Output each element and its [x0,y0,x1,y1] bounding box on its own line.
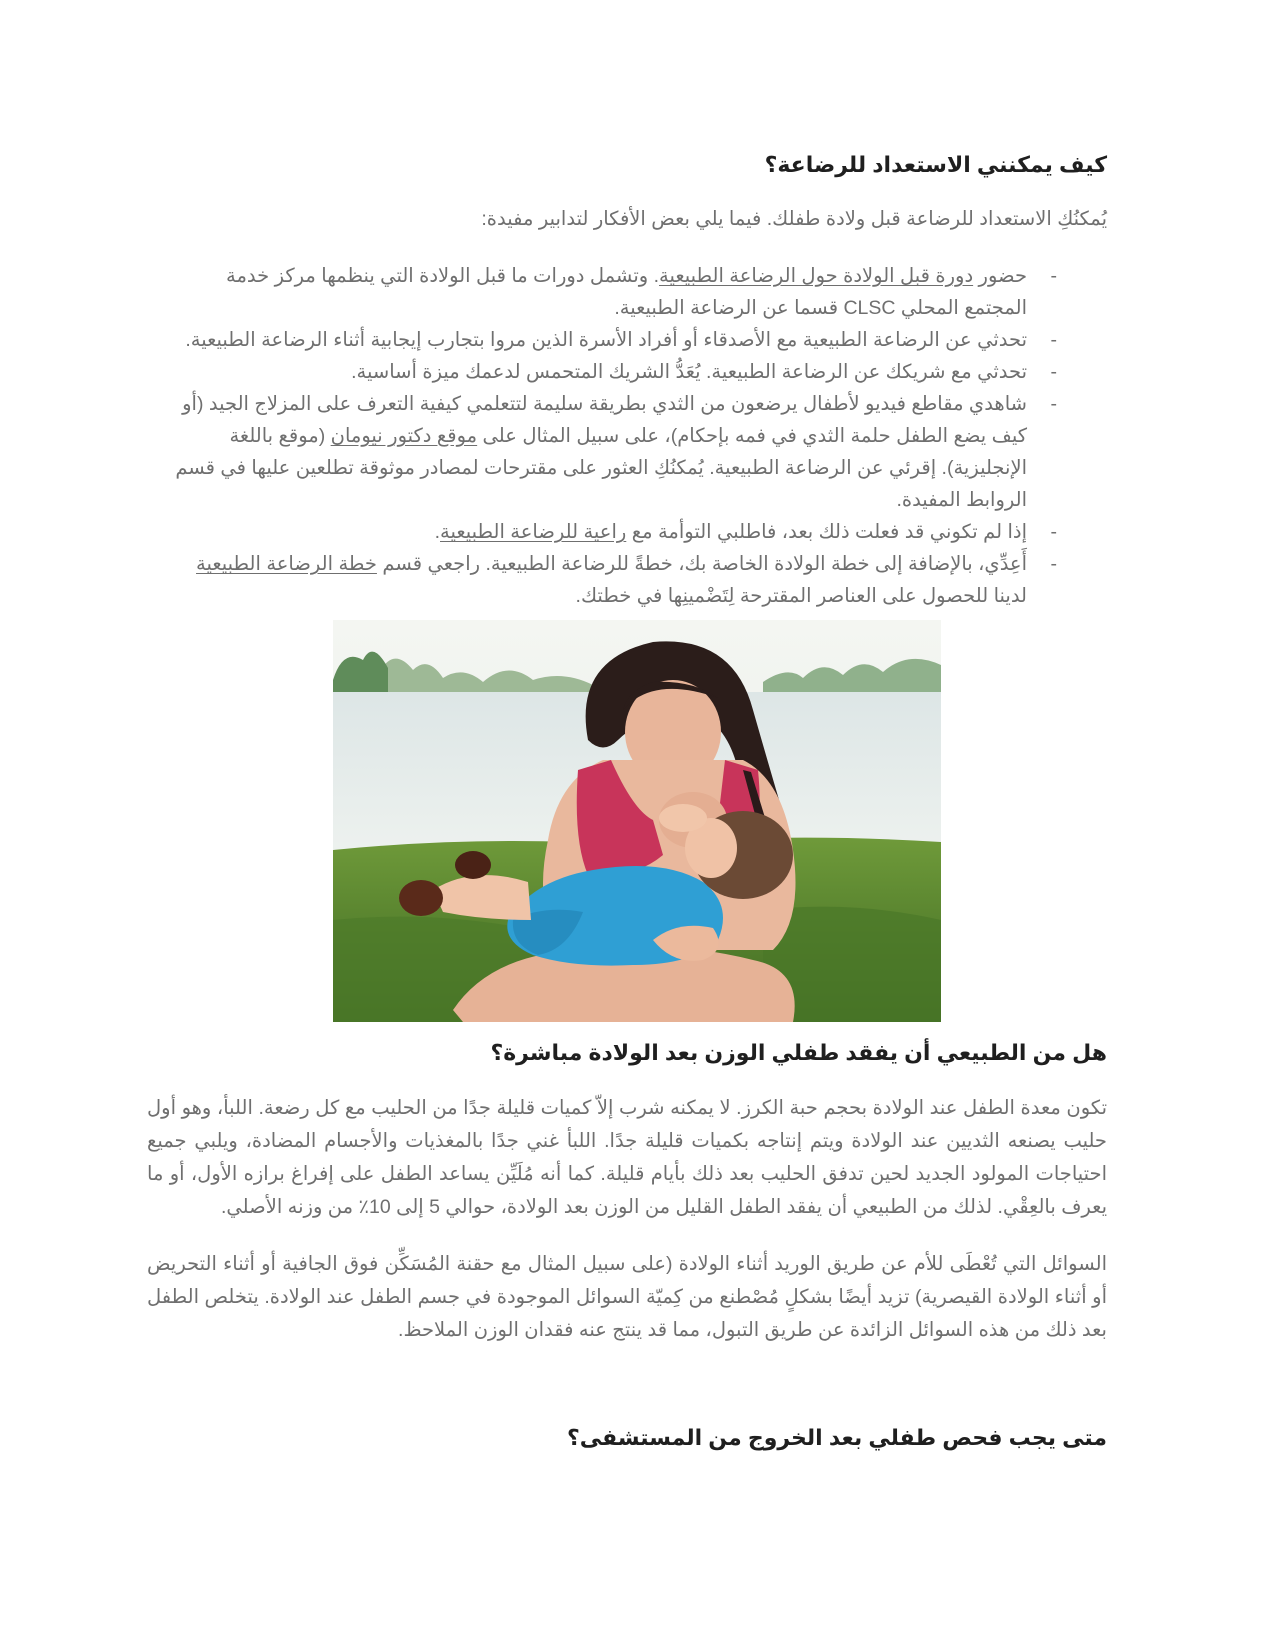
list-item: - تحدثي عن الرضاعة الطبيعية مع الأصدقاء أو أفراد الأسرة الذين مروا بتجارب إيجابية أثناء الرضاعة الطبيعية. [159,324,1027,356]
list-item: - شاهدي مقاطع فيديو لأطفال يرضعون من الثدي بطريقة سليمة لتتعلمي كيفية التعرف على المزلاج الجيد (أو كيف يضع الطفل حلمة الثدي في فمه بإحكام)، على سبيل المثال على موقع دكتور نيومان (موقع باللغة الإنجليزية). إقرئي عن الرضاعة الطبيعية. يُمكنُكِ العثور على مقترحات لمصادر موثوقة تطلعين عليها في قسم الروابط المفيدة. [159,388,1027,516]
link-dr-newman-site[interactable]: موقع دكتور نيومان [330,425,478,447]
bullet-dash: - [1050,521,1057,543]
bullet-dash: - [1050,265,1057,287]
section-heading-prepare: كيف يمكنني الاستعداد للرضاعة؟ [764,152,1107,177]
bullet-dash: - [1050,393,1057,415]
link-breastfeeding-sponsor[interactable]: راعية للرضاعة الطبيعية [440,521,627,543]
section-heading-weight-loss: هل من الطبيعي أن يفقد طفلي الوزن بعد الولادة مباشرة؟ [490,1040,1107,1065]
list-item: - أَعِدِّي، بالإضافة إلى خطة الولادة الخاصة بك، خطةً للرضاعة الطبيعية. راجعي قسم خطة الرضاعة الطبيعية لدينا للحصول على العناصر المقترحة لِتَضْمينِها في خطتك. [159,548,1027,612]
section-heading-checkup: متى يجب فحص طفلي بعد الخروج من المستشفى؟ [567,1425,1107,1450]
weight-paragraph-2: السوائل التي تُعْطَى للأم عن طريق الوريد أثناء الولادة (على سبيل المثال مع حقنة المُسَكِّن فوق الجافية أو أثناء التحريض أو أثناء الولادة القيصرية) تزيد أيضًا بشكلٍ مُصْطنع من كِميّة السوائل الموجودة في جسم الطفل عند الولادة. يتخلص الطفل بعد ذلك من هذه السوائل الزائدة عن طريق التبول، مما قد ينتج عنه فقدان الوزن الملاحظ. [147,1253,1107,1341]
intro-paragraph: يُمكنُكِ الاستعداد للرضاعة قبل ولادة طفلك. فيما يلي بعض الأفكار لتدابير مفيدة: [481,208,1107,230]
breastfeeding-photo [333,620,941,1022]
tips-list [159,260,1057,612]
weight-paragraph-1: تكون معدة الطفل عند الولادة بحجم حبة الكرز. لا يمكنه شرب إلاّ كميات قليلة جدًا من الحليب مع كل رضعة. اللبأ، وهو أول حليب يصنعه الثديين عند الولادة ويتم إنتاجه بكميات قليلة جدًا. اللبأ غني جدًا بالمغذيات والأجسام المضادة، ويلبي جميع احتياجات المولود الجديد لحين تدفق الحليب بعد ذلك بأيام قليلة. كما أنه مُلَيِّن يساعد الطفل على إفراغ برازه الأول، أو ما يعرف بالعِقْي. لذلك من الطبيعي أن يفقد الطفل القليل من الوزن بعد الولادة، حوالي 5 إلى 10٪ من وزنه الأصلي. [147,1097,1107,1218]
list-item: - إذا لم تكوني قد فعلت ذلك بعد، فاطلبي التوأمة مع راعية للرضاعة الطبيعية. [159,516,1027,548]
bullet-dash: - [1050,361,1057,383]
list-item: - تحدثي مع شريكك عن الرضاعة الطبيعية. يُعَدُّ الشريك المتحمس لدعمك ميزة أساسية. [159,356,1027,388]
bullet-dash: - [1050,329,1057,351]
list-item: - حضور دورة قبل الولادة حول الرضاعة الطبيعية. وتشمل دورات ما قبل الولادة التي ينظمها مركز خدمة المجتمع المحلي CLSC قسما عن الرضاعة الطبيعية. [159,260,1027,324]
bullet-dash: - [1050,553,1057,575]
link-prenatal-course[interactable]: دورة قبل الولادة حول الرضاعة الطبيعية [659,265,974,287]
link-breastfeeding-plan[interactable]: خطة الرضاعة الطبيعية [196,553,377,575]
